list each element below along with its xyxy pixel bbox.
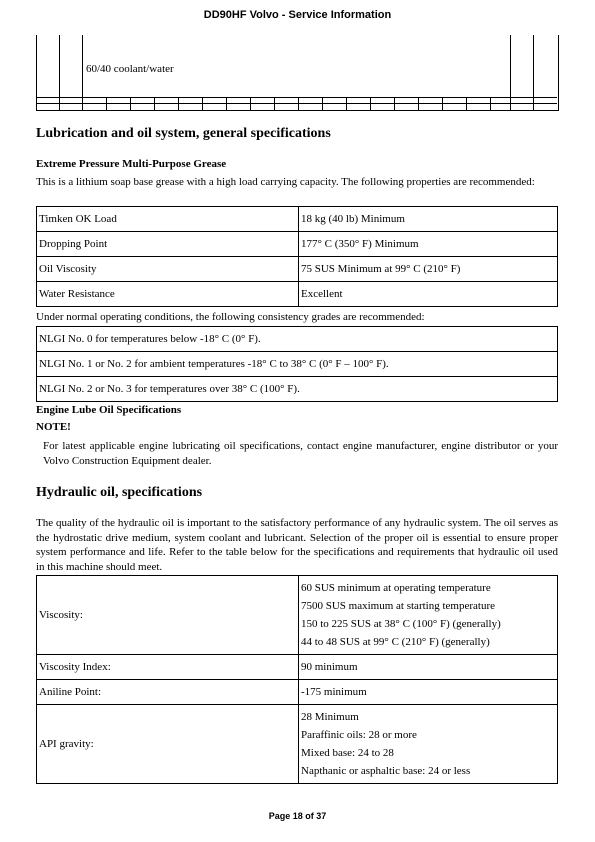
fragment-divider [510,35,511,110]
fragment-rule [36,103,557,104]
table-row [37,576,558,655]
table-row [37,680,558,705]
spec-line: 7500 SUS maximum at starting temperature [301,600,495,612]
fragment-rule [36,97,557,98]
fragment-tick [346,97,347,110]
hydraulic-spec-table [36,575,558,784]
spec-value: -175 minimum [299,680,558,705]
fragment-divider [533,35,534,110]
spec-label: Aniline Point: [37,680,299,705]
hydraulic-heading: Hydraulic oil, specifications [36,485,203,500]
fragment-tick [322,97,323,110]
grade-item: NLGI No. 0 for temperatures below -18° C (0° F). [37,327,558,352]
fragment-divider [59,35,60,110]
spec-value [299,576,558,655]
table-row [37,257,558,282]
fragment-tick [250,97,251,110]
grease-properties-table [36,206,558,307]
property-name: Dropping Point [37,232,299,257]
fragment-tick [226,97,227,110]
fragment-tick [274,97,275,110]
spec-line: 44 to 48 SUS at 99° C (210° F) (generally) [301,636,490,648]
spec-label: Viscosity: [37,576,299,655]
fragment-tick [298,97,299,110]
table-row [37,377,558,402]
property-value: 75 SUS Minimum at 99° C (210° F) [299,257,558,282]
fragment-tick [202,97,203,110]
property-value: 18 kg (40 lb) Minimum [299,207,558,232]
fragment-tick [394,97,395,110]
fragment-tick [370,97,371,110]
table-row [37,327,558,352]
page-footer: Page 18 of 37 [268,811,327,821]
fragment-tick [106,97,107,110]
grade-item: NLGI No. 1 or No. 2 for ambient temperatures -18° C to 38° C (0° F – 100° F). [37,352,558,377]
table-row [37,705,558,784]
property-name: Timken OK Load [37,207,299,232]
note-text: For latest applicable engine lubricating oil specifications, contact engine manufacturer, engine distributor or your Volvo Construction Equipment dealer. [43,440,558,467]
table-row [37,207,558,232]
spec-label: API gravity: [37,705,299,784]
hydraulic-intro: The quality of the hydraulic oil is important to the satisfactory performance of any hydraulic system. The oil serves as the hydrostatic drive medium, system coolant and lubricant. Selection of the proper oil is essential to ensure proper system performance and life. Refer to the table below for the specifications and requirements that hydraulic oil used in this machine should meet. [36,517,558,573]
property-name: Oil Viscosity [37,257,299,282]
fragment-divider [82,35,83,110]
spec-line: Paraffinic oils: 28 or more [301,729,417,741]
coolant-table-fragment [36,35,558,111]
property-value: Excellent [299,282,558,307]
table-row [37,352,558,377]
grease-intro: This is a lithium soap base grease with a high load carrying capacity. The following properties are recommended: [36,176,535,188]
spec-value [299,705,558,784]
fragment-tick [442,97,443,110]
consistency-grades-table [36,326,558,402]
fragment-tick [178,97,179,110]
grade-item: NLGI No. 2 or No. 3 for temperatures over 38° C (100° F). [37,377,558,402]
grease-heading: Extreme Pressure Multi-Purpose Grease [36,158,227,170]
fragment-tick [418,97,419,110]
consistency-intro: Under normal operating conditions, the following consistency grades are recommended: [36,311,425,323]
spec-line: 150 to 225 SUS at 38° C (100° F) (generally) [301,618,501,630]
note-label: NOTE! [36,421,71,433]
spec-label: Viscosity Index: [37,655,299,680]
property-value: 177° C (350° F) Minimum [299,232,558,257]
property-name: Water Resistance [37,282,299,307]
spec-line: Napthanic or asphaltic base: 24 or less [301,765,471,777]
spec-value: 90 minimum [299,655,558,680]
spec-line: 60 SUS minimum at operating temperature [301,582,491,594]
coolant-ratio-text: 60/40 coolant/water [86,63,174,75]
table-row [37,282,558,307]
spec-line: Mixed base: 24 to 28 [301,747,394,759]
engine-oil-heading: Engine Lube Oil Specifications [36,404,182,416]
page-header: DD90HF Volvo - Service Information [203,9,392,21]
lubrication-heading: Lubrication and oil system, general specifications [36,126,331,141]
fragment-tick [490,97,491,110]
spec-line: 28 Minimum [301,711,359,723]
table-row [37,232,558,257]
fragment-tick [154,97,155,110]
fragment-tick [130,97,131,110]
fragment-tick [466,97,467,110]
table-row [37,655,558,680]
